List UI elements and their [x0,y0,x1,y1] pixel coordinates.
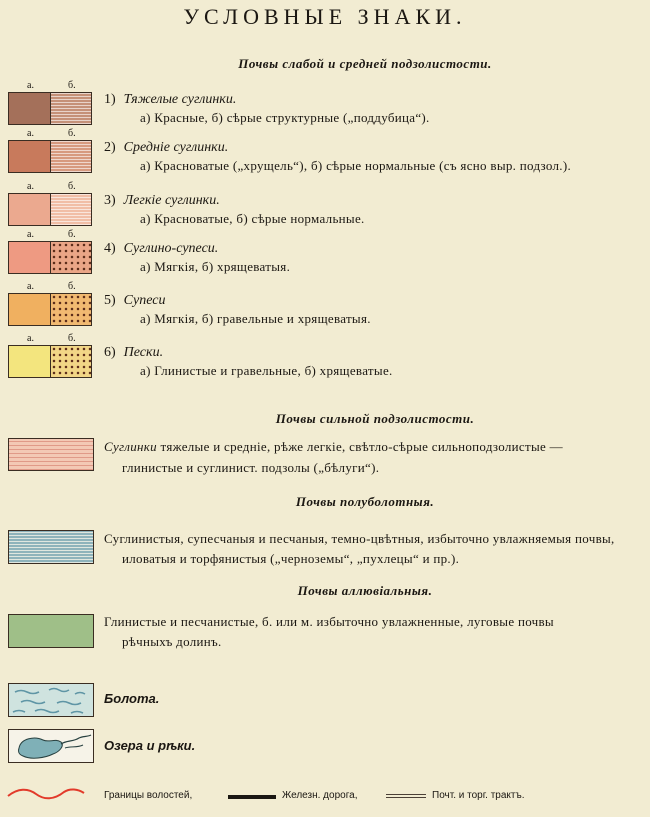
swamp-label: Болота. [104,691,160,706]
swatch-label-b: б. [68,229,76,240]
strong-podzol-desc-rest: тяжелые и средніе, рѣже легкіе, свѣтло-сѣрые сильноподзолистые — [156,439,563,454]
soil-swatch-b [50,194,91,225]
swatch-label-a: а. [27,128,34,139]
soil-swatch-a [9,194,50,225]
semi-swamp-desc-line1: Суглинистыя, супесчаныя и песчаныя, темно-цвѣтныя, избыточно увлажняемыя почвы, [104,531,615,546]
swatch-label-a: а. [27,281,34,292]
volost-border-icon [6,786,86,802]
soil-swatch-b [50,141,91,172]
soil-swatch [8,92,92,125]
swatch-label-b: б. [68,281,76,292]
soil-heading [104,289,165,309]
section-heading-alluvial: Почвы аллювіальныя. [297,583,433,598]
soil-swatch-b [50,294,91,325]
section-heading-semi-swamp: Почвы полуболотныя. [295,494,435,509]
soil-swatch [8,140,92,173]
soil-description: а) Красноватые, б) сѣрые нормальные. [140,211,365,226]
soil-swatch-b [50,346,91,377]
semi-swamp-swatch [8,530,94,564]
soil-swatch-a [9,141,50,172]
railway-label: Железн. дорога, [282,790,358,801]
soil-name: Тяжелые суглинки. [123,92,237,107]
railway-icon [228,795,276,799]
soil-swatch [8,193,92,226]
soil-heading [104,136,228,156]
strong-podzol-desc-line2: глинистые и суглинист. подзолы („бѣлуги“). [122,460,380,475]
soil-number: 5) [104,293,116,308]
soil-heading [104,237,218,257]
postal-road-label: Почт. и торг. трактъ. [432,790,525,801]
soil-swatch-a [9,242,50,273]
soil-number: 4) [104,241,116,256]
alluvial-desc-line2: рѣчныхъ долинъ. [122,634,222,649]
soil-description: а) Мягкія, б) гравельные и хрящеватыя. [140,311,371,326]
swatch-label-b: б. [68,333,76,344]
strong-podzol-name: Суглинки [104,439,157,454]
swatch-label-a: а. [27,181,34,192]
lake-river-icon [9,730,94,763]
volost-border-label: Границы волостей, [104,790,193,801]
soil-description: а) Красные, б) сѣрые структурные („поддубица“). [140,110,430,125]
postal-road-icon [386,794,426,798]
strong-podzol-desc-line1 [104,437,644,457]
section-heading-strong-podzol: Почвы сильной подзолистости. [275,411,475,426]
soil-swatch [8,241,92,274]
soil-description: а) Глинистые и гравельные, б) хрящеватые. [140,363,393,378]
swatch-label-a: а. [27,333,34,344]
soil-number: 3) [104,193,116,208]
swatch-label-a: а. [27,229,34,240]
soil-number: 1) [104,92,116,107]
soil-swatch [8,345,92,378]
swatch-label-b: б. [68,80,76,91]
lakes-swatch [8,729,94,763]
soil-heading [104,189,220,209]
soil-name: Супеси [123,293,166,308]
lakes-label: Озера и рѣки. [104,738,196,753]
soil-name: Легкіе суглинки. [123,193,220,208]
soil-swatch-a [9,346,50,377]
alluvial-swatch [8,614,94,648]
swatch-label-b: б. [68,128,76,139]
soil-swatch [8,293,92,326]
soil-swatch-a [9,294,50,325]
soil-heading [104,341,163,361]
soil-heading [104,88,236,108]
alluvial-desc-line1: Глинистые и песчанистые, б. или м. избыточно увлажненные, луговые почвы [104,614,554,629]
soil-number: 2) [104,140,116,155]
strong-podzol-swatch [8,438,94,471]
swatch-label-b: б. [68,181,76,192]
soil-number: 6) [104,345,116,360]
swatch-label-a: а. [27,80,34,91]
soil-name: Суглино-супеси. [123,241,219,256]
section-heading-weak-podzol: Почвы слабой и средней подзолистости. [238,56,492,71]
soil-swatch-b [50,93,91,124]
soil-swatch-b [50,242,91,273]
soil-name: Пески. [123,345,164,360]
swamp-swatch [8,683,94,717]
soil-name: Средніе суглинки. [123,140,229,155]
page-title: УСЛОВНЫЕ ЗНАКИ. [183,4,467,29]
semi-swamp-desc-line2: иловатыя и торфянистыя („черноземы“, „пухлецы“ и пр.). [122,551,460,566]
soil-swatch-a [9,93,50,124]
soil-description: а) Мягкія, б) хрящеватыя. [140,259,291,274]
soil-description: а) Красноватые („хрущель“), б) сѣрые нормальные (съ ясно выр. подзол.). [140,158,572,173]
swamp-pattern-icon [9,684,94,717]
